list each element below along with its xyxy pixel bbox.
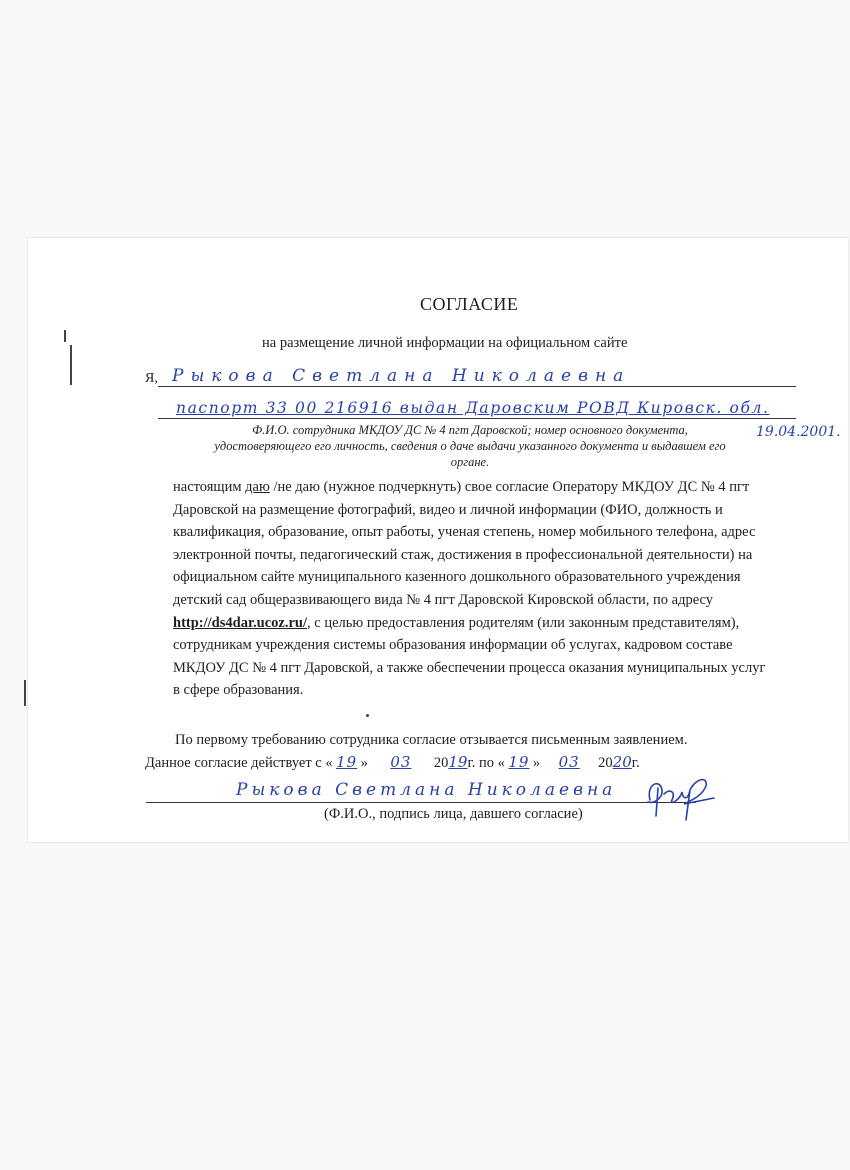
consent-paragraph bbox=[145, 476, 775, 702]
document-subtitle: на размещение личной информации на официальном сайте bbox=[262, 335, 628, 351]
site-link[interactable]: http://ds4dar.ucoz.ru/ bbox=[173, 614, 308, 631]
underlined-dao: даю bbox=[245, 479, 270, 495]
dot-mark bbox=[366, 714, 369, 717]
date-month-from: 03 bbox=[390, 753, 412, 771]
date-day-to: 19 bbox=[508, 753, 530, 771]
year-suffix: г. по « bbox=[467, 755, 505, 771]
ya-label: Я, bbox=[145, 371, 158, 386]
signature-graphic bbox=[636, 770, 716, 824]
name-underline bbox=[158, 386, 796, 387]
margin-mark bbox=[70, 345, 72, 385]
handwritten-name: Рыкова Светлана Николаевна bbox=[172, 366, 631, 386]
field-note-line: органе. bbox=[450, 455, 490, 469]
year-prefix: 20 bbox=[433, 755, 449, 771]
handwritten-signature-name: Рыкова Светлана Николаевна bbox=[236, 780, 617, 800]
body-text: /не даю (нужное подчеркнуть) свое согласие Оператору МКДОУ ДС № 4 пгт Даровской на размещение фотографий, видео и личной информации (ФИО, должность и квалификация, образование, опыт работы, ученая степень, номер мобильного телефона, адрес электронной почты, педагогический стаж, достижения в профессиональной деятельности) на официальном сайте муниципального казенного дошкольного образовательного учреждения детский сад общеразвивающего вида № 4 пгт Даровской Кировской области, по адресу bbox=[173, 479, 756, 608]
body-text: , с целью предоставления родителям (или законным представителям), сотрудникам учреждения системы образования информации об услугах, кадровом составе МКДОУ ДС № 4 пгт Даровской, а также обеспечении процесса оказания муниципальных услуг в сфере образования. bbox=[173, 614, 766, 699]
handwritten-issue-date: 19.04.2001. bbox=[756, 424, 841, 440]
signature-underline bbox=[146, 802, 696, 803]
quote-close: » bbox=[360, 755, 368, 771]
year-prefix: 20 bbox=[598, 755, 613, 771]
revoke-text: По первому требованию сотрудника согласие отзывается письменным заявлением. bbox=[175, 732, 688, 748]
field-note-line: удостоверяющего его личность, сведения о даче выдачи указанного документа и выдавшем его bbox=[214, 439, 726, 453]
year-end-suffix: г. bbox=[631, 755, 640, 771]
quote-close: » bbox=[532, 755, 541, 771]
date-year-to: 20 bbox=[612, 753, 632, 771]
validity-prefix: Данное согласие действует с « bbox=[145, 755, 333, 771]
date-day-from: 19 bbox=[336, 753, 358, 771]
field-note bbox=[150, 422, 790, 470]
passport-underline bbox=[158, 418, 796, 419]
margin-mark bbox=[24, 680, 26, 706]
date-month-to: 03 bbox=[558, 753, 580, 771]
body-text: настоящим bbox=[173, 479, 246, 495]
field-note-line: Ф.И.О. сотрудника МКДОУ ДС № 4 пгт Даровской; номер основного документа, bbox=[252, 423, 688, 437]
signature-caption: (Ф.И.О., подпись лица, давшего согласие) bbox=[324, 806, 583, 822]
margin-mark bbox=[64, 330, 66, 342]
handwritten-passport: паспорт 33 00 216916 выдан Даровским РОВД Кировск. обл. bbox=[176, 399, 770, 417]
date-year-from: 19 bbox=[448, 753, 468, 771]
document-title: СОГЛАСИЕ bbox=[420, 294, 519, 314]
validity-block bbox=[145, 729, 785, 774]
